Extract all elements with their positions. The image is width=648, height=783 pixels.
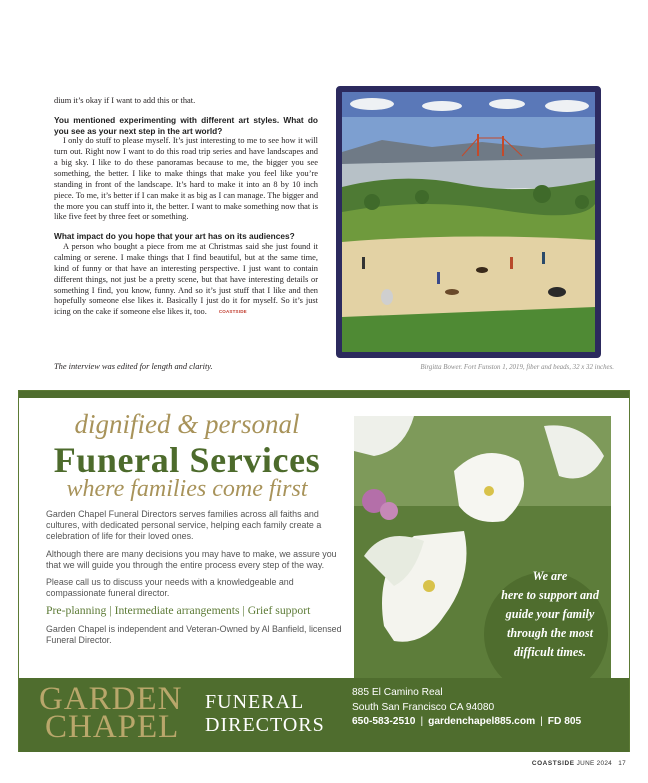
callout-line-2: here to support and xyxy=(501,588,599,602)
question-1: You mentioned experimenting with different art styles. What do you see as your next step in the art world? xyxy=(54,114,318,136)
callout-line-5: difficult times. xyxy=(513,645,587,659)
service-separator: | xyxy=(109,604,112,618)
services-list xyxy=(46,605,344,616)
callout-line-1: We are xyxy=(532,569,568,583)
ad-paragraph-2: Although there are many decisions you may have to make, we assure you that we will guide you through the entire process every step of the way. xyxy=(46,548,337,570)
garden-chapel-logo xyxy=(39,681,199,747)
ad-footer-band xyxy=(19,678,629,752)
contact-line xyxy=(352,715,581,730)
edit-note: The interview was edited for length and clarity. xyxy=(54,362,213,371)
article-column xyxy=(54,96,318,318)
service-separator: | xyxy=(242,604,245,618)
contact-separator: | xyxy=(540,716,543,728)
footer-publication: COASTSIDE xyxy=(531,760,575,767)
contact-block xyxy=(352,686,581,730)
service-preplanning: Pre-planning xyxy=(46,604,107,618)
fiber-art-landscape xyxy=(342,92,595,352)
logo-line-1: GARDEN xyxy=(39,681,183,717)
artwork-image xyxy=(336,86,601,358)
fd-line-1: FUNERAL xyxy=(205,691,305,713)
artwork-caption: Birgitta Bower. Fort Funston 1, 2019, fiber and beads, 32 x 32 inches. xyxy=(420,364,614,371)
page-footer xyxy=(532,760,626,767)
fd-line-2: DIRECTORS xyxy=(205,714,325,736)
answer-2 xyxy=(54,242,318,318)
end-mark-logo: COASTSIDE xyxy=(218,309,247,315)
support-callout xyxy=(478,567,622,662)
article-lead: dium it’s okay if I want to add this or that. xyxy=(54,96,196,105)
website: gardenchapel885.com xyxy=(428,716,536,728)
ad-paragraph-3: Please call us to discuss your needs with a knowledgeable and compassionate funeral director. xyxy=(46,577,294,599)
ad-paragraph-1: Garden Chapel Funeral Directors serves families across all faiths and cultures, with dedicated personal service, helping each family create a celebration of life for their loved ones. xyxy=(46,509,322,542)
funeral-directors-wordmark xyxy=(205,691,325,737)
phone-number: 650-583-2510 xyxy=(352,716,416,728)
logo-line-2: CHAPEL xyxy=(45,709,180,745)
address-line-2: South San Francisco CA 94080 xyxy=(352,701,495,713)
footer-page-number: 17 xyxy=(618,760,626,767)
callout-line-3: guide your family xyxy=(505,607,595,621)
ad-paragraph-4: Garden Chapel is independent and Veteran-Owned by Al Banfield, licensed Funeral Director. xyxy=(46,623,342,645)
ad-tagline-3: where families come first xyxy=(66,476,308,502)
address-line-1: 885 El Camino Real xyxy=(352,687,443,698)
ad-body xyxy=(46,509,344,652)
ad-top-bar xyxy=(19,391,629,398)
callout-line-4: through the most xyxy=(506,626,594,640)
answer-2-text: A person who bought a piece from me at Christmas said she just found it calming or serene. I make things that I find beautiful, but at the same time, kind of funny or that have an interesting perspective. I just want to contain different things, not just be a pretty scene, but that have interesting details or something I find, you know, funny. And so it’s just stuff that I like and then hopefully someone else likes it. Basically I just do it for myself. So it’s just icing on the cake if someone else likes it, too. xyxy=(54,241,318,317)
service-arrangements: Intermediate arrangements xyxy=(114,604,240,618)
question-2: What impact do you hope that your art has on its audiences? xyxy=(54,231,295,242)
answer-1: I only do stuff to please myself. It’s just interesting to me to see how it will turn out. Right now I want to do this road trip series and have landscapes and a big sky. I like to do these panoramas because to me, the bigger you see something, the better. I like to make things that make you feel like you’re standing in front of the landscape. It’s hard to make it into an 8 by 10 inch piece. To me, it’s better if I can make it as big as I can manage. The bigger and the more you can stuff into it, the better. I want to make something now that is like five feet by three feet or something. xyxy=(54,136,318,222)
ad-headline: Funeral Services xyxy=(53,440,321,480)
license-number: FD 805 xyxy=(547,716,582,728)
ad-tagline-1: dignified & personal xyxy=(74,409,300,439)
contact-separator: | xyxy=(420,716,424,728)
footer-issue: JUNE 2024 xyxy=(576,760,613,767)
service-grief-support: Grief support xyxy=(247,604,311,618)
